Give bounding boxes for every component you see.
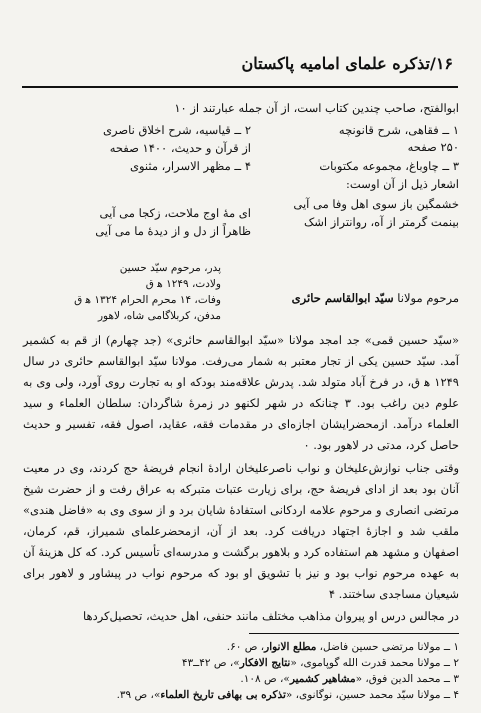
work-item: ۱ ــ فقاهی، شرح قانونچه: [338, 123, 459, 137]
entry-heading: [292, 290, 459, 306]
paragraph: وقتی جناب نوازش‌علیخان و نواب ناصرعلیخان ارادهٔ انجام فریضهٔ حج کردند، وی در معیت آنان بود بعد از ادای فریضهٔ حج، برای زیارت عتبات متبرکه به عراق رفت و از حضرت شیخ مرتضی انصاری و مرحوم علامه اردکانی استفادهٔ شایان برد و از سوی وی به «فاضل هندی» ملقب شد و اجازهٔ اجتهاد دریافت کرد. بعد از آن، ازمحضرعلمای شمیراز، قم، کرمان، اصفهان و مشهد هم استفاده کرد و بلاهور برگشت و مدرسه‌ای تأسیس کرد. که کل هزینهٔ آن به عهده مرحوم نواب بود و نیز با تشویق او بود که مرحوم نواب در پیشاور و لاهور برای شیعیان مساجدی ساختند. ۴: [23, 461, 459, 601]
paragraph: در مجالس درس او پیروان مذاهب مختلف مانند حنفی، اهل حدیث، تحصیل‌کردها: [83, 609, 459, 623]
footnote: ۲ ــ مولانا محمد قدرت الله گوپاموی، «نتایج الافکار»، ص ۴۲ــ۴۳: [181, 657, 459, 669]
entry-detail: وفات، ۱۴ محرم الحرام ۱۳۲۴ ه‍ ق: [74, 294, 221, 306]
verse: خشمگین باز سوی اهل وفا می آیی: [293, 197, 459, 211]
running-header: ۱۶/تذکره علمای امامیه پاکستان: [241, 54, 453, 73]
entry-detail: مدفن، کربلاگامی شاه، لاهور: [97, 310, 221, 322]
paragraph: «سیّد حسین قمی» جد امجد مولانا «سیّد ابوالقاسم حائری» (جد چهارم) از قم به کشمیر آمد. سیّد حسین یکی از تجار معتبر به شمار می‌رفت. مولانا سیّد ابوالقاسم حائری در سال ۱۲۴۹ ه‍ ق، در فرخ آباد متولد شد. پدرش علاقه‌مند بودکه او به تجارت روی آورد، ولی وی به علوم دین راغب بود. ۳ چنانکه در شهر لکنهو در زمرهٔ شاگردان: سلطان العلماء و سید العلماء درآمد. ازمحضرایشان اجازه‌ای در مقدمات فقه، عقاید، اصول فقه، تفسیر و حدیث حاصل کرد، مدتی در لاهور بود. ۰: [23, 333, 459, 452]
footnote: ۳ ــ محمد الدین فوق، «مشاهیر کشمیر»، ص ۱۰۸.: [240, 673, 459, 685]
footnote: ۱ ــ مولانا مرتضی حسین فاضل، مطلع الانوار، ص ۶۰.: [226, 641, 459, 653]
intro-line: ابوالفتح، صاحب چندین کتاب است، از آن جمله عبارتند از ۱۰: [174, 101, 459, 115]
work-item: ۴ ــ مظهر الاسرار، مثنوی: [129, 159, 251, 173]
footnote-rule: [249, 633, 459, 634]
header-rule: [22, 86, 458, 88]
verse: بینمت گرمتر از آه، روانتراز اشک: [303, 215, 459, 229]
poetry-intro: اشعار ذیل از آن اوست:: [345, 177, 459, 191]
footnote: ۴ ــ مولانا سیّد محمد حسین، نوگانوی، «تذکره بی بهافی تاریخ العلماء»، ص ۳۹.: [116, 689, 459, 701]
work-item: ۲۵۰ صفحه: [407, 140, 459, 154]
verse: ای مهٔ اوج ملاحت، زکجا می آیی: [99, 206, 251, 220]
entry-name: سیّد ابوالقاسم حائری: [291, 291, 394, 305]
entry-detail: پدر، مرحوم سیّد حسین: [119, 262, 221, 274]
verse: ظاهراً از دل و از دیدهٔ ما می آیی: [95, 224, 251, 238]
work-item: از قرآن و حدیث، ۱۴۰۰ صفحه: [109, 141, 251, 155]
work-item: ۲ ــ قیاسیه، شرح اخلاق ناصری: [103, 123, 251, 137]
entry-name-prefix: مرحوم مولانا: [397, 291, 459, 305]
entry-detail: ولادت، ۱۲۴۹ ه‍ ق: [145, 278, 221, 290]
work-item: ۳ ــ چاوباغ، مجموعه مکتوبات: [319, 159, 459, 173]
